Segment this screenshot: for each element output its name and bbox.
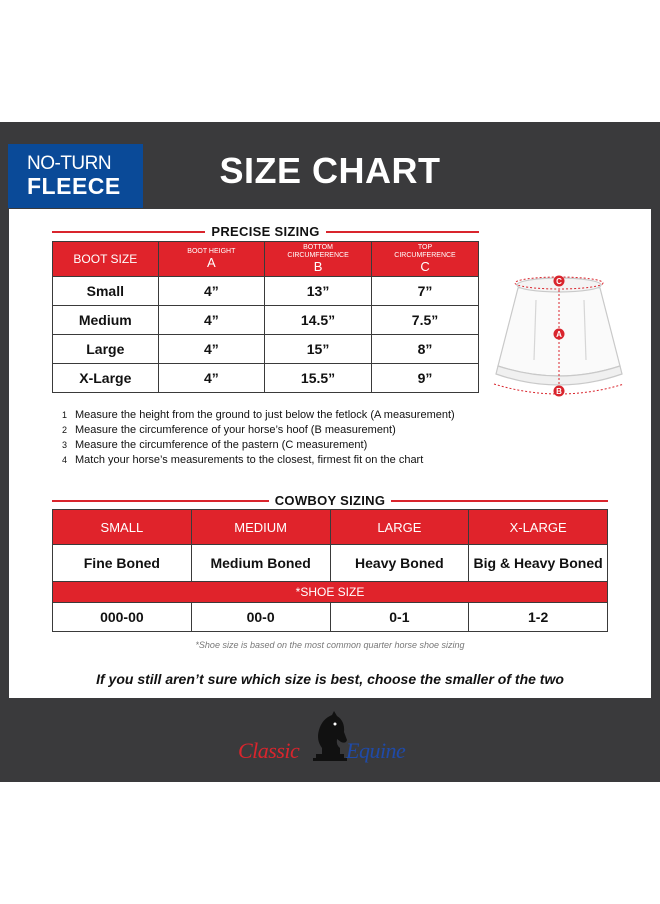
bell-boot-diagram — [488, 270, 630, 398]
brand-line2: FLEECE — [27, 173, 121, 199]
top-cell: 9” — [372, 364, 479, 393]
header-top-circumference: TOP CIRCUMFERENCE C — [372, 242, 479, 277]
shoe-cell: 000-00 — [53, 603, 192, 632]
precise-heading-text: PRECISE SIZING — [211, 224, 320, 239]
bottom-cell: 15.5” — [265, 364, 372, 393]
header-boot-size: BOOT SIZE — [53, 242, 159, 277]
header-large: LARGE — [330, 510, 469, 545]
marker-c — [554, 276, 565, 287]
shoe-cell: 1-2 — [469, 603, 608, 632]
svg-text:B: B — [556, 387, 562, 396]
heading-rule — [391, 500, 608, 502]
heading-rule — [52, 500, 269, 502]
knight-chess-icon — [310, 710, 350, 762]
list-item: 2 Measure the circumference of your horse’s hoof (B measurement) — [62, 424, 396, 436]
header-medium: MEDIUM — [191, 510, 330, 545]
size-cell: X-Large — [53, 364, 159, 393]
precise-sizing-table — [52, 241, 479, 393]
build-cell: Fine Boned — [53, 545, 192, 582]
table-row — [53, 603, 608, 632]
bottom-cell: 15” — [265, 335, 372, 364]
table-row — [53, 335, 479, 364]
table-row — [53, 306, 479, 335]
size-cell: Medium — [53, 306, 159, 335]
heading-rule — [326, 231, 479, 233]
svg-text:A: A — [556, 330, 562, 339]
build-cell: Big & Heavy Boned — [469, 545, 608, 582]
logo-equine-text: Equine — [346, 738, 406, 763]
list-item: 3 Measure the circumference of the pastern (C measurement) — [62, 439, 368, 451]
table-header-row — [53, 242, 479, 277]
height-cell: 4” — [158, 364, 264, 393]
table-row — [53, 545, 608, 582]
precise-sizing-heading — [52, 224, 479, 239]
table-header-row — [53, 510, 608, 545]
top-cell: 7.5” — [372, 306, 479, 335]
svg-text:C: C — [556, 277, 562, 286]
height-cell: 4” — [158, 306, 264, 335]
header-x-large: X-LARGE — [469, 510, 608, 545]
header-boot-height: BOOT HEIGHT A — [158, 242, 264, 277]
cowboy-sizing-table — [52, 509, 608, 632]
classic-equine-logo — [238, 708, 423, 770]
bottom-cell: 14.5” — [265, 306, 372, 335]
bottom-cell: 13” — [265, 277, 372, 306]
page-title: SIZE CHART — [219, 150, 441, 191]
brand-line1: NO-TURN — [27, 153, 112, 174]
sizing-advice: If you still aren’t sure which size is best, choose the smaller of the two — [96, 671, 564, 687]
build-cell: Heavy Boned — [330, 545, 469, 582]
measurement-instructions — [62, 408, 455, 468]
shoe-cell: 0-1 — [330, 603, 469, 632]
top-cell: 7” — [372, 277, 479, 306]
build-cell: Medium Boned — [191, 545, 330, 582]
header-bottom-circumference: BOTTOM CIRCUMFERENCE B — [265, 242, 372, 277]
cowboy-heading-text: COWBOY SIZING — [274, 493, 386, 508]
table-row — [53, 277, 479, 306]
shoe-size-header-row — [53, 582, 608, 603]
list-item: 4 Match your horse’s measurements to the closest, firmest fit on the chart — [62, 454, 424, 466]
marker-b — [554, 386, 565, 397]
height-cell: 4” — [158, 277, 264, 306]
header-small: SMALL — [53, 510, 192, 545]
shoe-size-heading: *SHOE SIZE — [53, 582, 608, 603]
heading-rule — [52, 231, 205, 233]
shoe-cell: 00-0 — [191, 603, 330, 632]
height-cell: 4” — [158, 335, 264, 364]
shoe-footnote: *Shoe size is based on the most common quarter horse shoe sizing — [195, 640, 465, 650]
marker-a — [554, 329, 565, 340]
brand-badge — [8, 144, 143, 208]
list-item: 1 Measure the height from the ground to just below the fetlock (A measurement) — [62, 409, 455, 421]
logo-classic-text: Classic — [238, 738, 300, 763]
size-cell: Small — [53, 277, 159, 306]
cowboy-sizing-heading — [52, 493, 608, 508]
top-cell: 8” — [372, 335, 479, 364]
size-cell: Large — [53, 335, 159, 364]
table-row — [53, 364, 479, 393]
